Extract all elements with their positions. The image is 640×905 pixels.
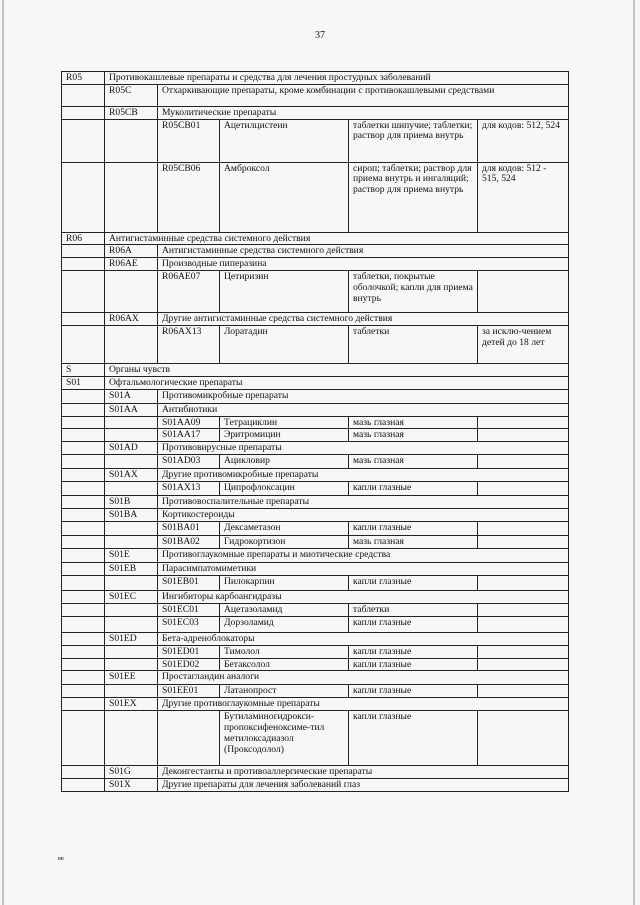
code-level-2-cell: S01AA xyxy=(105,403,158,416)
code-level-2-cell xyxy=(105,645,158,658)
table-row xyxy=(62,363,569,376)
code-level-2-cell xyxy=(105,575,158,590)
table-row xyxy=(62,658,569,671)
dosage-form-cell: таблетки xyxy=(349,603,478,616)
table-row xyxy=(62,698,569,711)
dosage-form-cell: капли глазные xyxy=(349,711,478,766)
table-row xyxy=(62,590,569,603)
table-row xyxy=(62,389,569,403)
dosage-form-cell: таблетки xyxy=(349,325,478,363)
dosage-form-cell: капли глазные xyxy=(349,645,478,658)
code-level-2-cell: S01BA xyxy=(105,508,158,521)
dosage-form-cell: таблетки, покрытые оболочкой; капли для приема внутрь xyxy=(349,270,478,312)
drug-name-cell: Дексаметазон xyxy=(220,521,349,535)
table-row xyxy=(62,645,569,658)
code-level-1-cell xyxy=(62,119,105,162)
code-level-1-cell xyxy=(62,508,105,521)
dosage-form-cell: мазь глазная xyxy=(349,416,478,429)
code-level-1-cell: S xyxy=(62,363,105,376)
atc-code-cell: S01EC03 xyxy=(158,616,220,632)
atc-code-cell: R05CB06 xyxy=(158,162,220,232)
note-cell xyxy=(478,455,569,469)
drug-name-cell: Ацетазоламид xyxy=(220,603,349,616)
code-level-2-cell: S01E xyxy=(105,548,158,562)
dosage-form-cell: таблетки шипучие; таблетки; раствор для приема внутрь xyxy=(349,119,478,162)
group-name-cell: Другие препараты для лечения заболеваний глаз xyxy=(158,779,569,792)
code-level-1-cell: R05 xyxy=(62,72,105,85)
code-level-1-cell xyxy=(62,455,105,469)
code-level-2-cell xyxy=(105,535,158,548)
group-name-cell: Противовирусные препараты xyxy=(158,442,569,455)
table-row xyxy=(62,711,569,766)
table-row xyxy=(62,779,569,792)
table-row xyxy=(62,632,569,645)
note-cell xyxy=(478,481,569,495)
code-level-2-cell xyxy=(105,429,158,442)
code-level-2-cell: S01EC xyxy=(105,590,158,603)
group-name-cell: Противокашлевые препараты и средства для лечения простудных заболеваний xyxy=(105,72,569,85)
table-row xyxy=(62,535,569,548)
atc-code-cell: S01AA09 xyxy=(158,416,220,429)
atc-code-cell: S01EE01 xyxy=(158,685,220,698)
note-cell xyxy=(478,416,569,429)
code-level-2-cell xyxy=(105,616,158,632)
code-level-1-cell xyxy=(62,616,105,632)
table-row xyxy=(62,258,569,271)
code-level-2-cell: S01ED xyxy=(105,632,158,645)
table-row xyxy=(62,325,569,363)
scan-edge-left xyxy=(2,0,4,905)
code-level-1-cell xyxy=(62,495,105,508)
table-row xyxy=(62,575,569,590)
code-level-1-cell xyxy=(62,389,105,403)
table-row xyxy=(62,403,569,416)
code-level-1-cell: R06 xyxy=(62,232,105,245)
note-cell xyxy=(478,616,569,632)
group-name-cell: Ингибиторы карбоангидразы xyxy=(158,590,569,603)
table-row xyxy=(62,562,569,575)
code-level-2-cell xyxy=(105,685,158,698)
atc-code-cell: R06AX13 xyxy=(158,325,220,363)
table-row xyxy=(62,429,569,442)
code-level-2-cell: R05CB xyxy=(105,106,158,119)
table-row xyxy=(62,232,569,245)
drug-name-cell: Бутиламиногидрокси-пропоксифеноксиме-тил метилоксадиазол (Проксодолол) xyxy=(220,711,349,766)
code-level-1-cell xyxy=(62,325,105,363)
code-level-1-cell xyxy=(62,84,105,106)
atc-code-cell: S01BA01 xyxy=(158,521,220,535)
table-row xyxy=(62,685,569,698)
code-level-1-cell: S01 xyxy=(62,376,105,389)
code-level-2-cell: S01EX xyxy=(105,698,158,711)
code-level-1-cell xyxy=(62,590,105,603)
table-row xyxy=(62,162,569,232)
group-name-cell: Органы чувств xyxy=(105,363,569,376)
code-level-1-cell xyxy=(62,521,105,535)
drug-name-cell: Лоратадин xyxy=(220,325,349,363)
code-level-2-cell: S01AD xyxy=(105,442,158,455)
dosage-form-cell: мазь глазная xyxy=(349,455,478,469)
code-level-2-cell xyxy=(105,416,158,429)
code-level-1-cell xyxy=(62,548,105,562)
table-row xyxy=(62,616,569,632)
drug-name-cell: Дорзоламид xyxy=(220,616,349,632)
code-level-1-cell xyxy=(62,766,105,779)
code-level-2-cell: R06A xyxy=(105,245,158,258)
table-row xyxy=(62,495,569,508)
drug-name-cell: Тетрациклин xyxy=(220,416,349,429)
table-row xyxy=(62,376,569,389)
drug-name-cell: Гидрокортизон xyxy=(220,535,349,548)
code-level-1-cell xyxy=(62,711,105,766)
dosage-form-cell: мазь глазная xyxy=(349,429,478,442)
table-row xyxy=(62,481,569,495)
code-level-1-cell xyxy=(62,312,105,325)
code-level-1-cell xyxy=(62,258,105,271)
code-level-2-cell: R06AX xyxy=(105,312,158,325)
code-level-1-cell xyxy=(62,632,105,645)
drug-name-cell: Ципрофлоксацин xyxy=(220,481,349,495)
drug-name-cell: Цетиризин xyxy=(220,270,349,312)
code-level-1-cell xyxy=(62,562,105,575)
note-cell: за исклю-чением детей до 18 лет xyxy=(478,325,569,363)
group-name-cell: Кортикостероиды xyxy=(158,508,569,521)
note-cell xyxy=(478,575,569,590)
group-name-cell: Бета-адреноблокаторы xyxy=(158,632,569,645)
code-level-1-cell xyxy=(62,270,105,312)
group-name-cell: Антибиотики xyxy=(158,403,569,416)
dosage-form-cell: капли глазные xyxy=(349,658,478,671)
atc-code-cell: S01ED02 xyxy=(158,658,220,671)
table-row xyxy=(62,548,569,562)
table-row xyxy=(62,312,569,325)
group-name-cell: Производные пиперазина xyxy=(158,258,569,271)
group-name-cell: Антигистаминные средства системного действия xyxy=(105,232,569,245)
group-name-cell: Отхаркивающие препараты, кроме комбинации с противокашлевыми средствами xyxy=(158,84,569,106)
page-number: 37 xyxy=(315,30,325,41)
code-level-1-cell xyxy=(62,245,105,258)
note-cell: для кодов: 512, 524 xyxy=(478,119,569,162)
code-level-2-cell: S01A xyxy=(105,389,158,403)
atc-code-cell: R05CB01 xyxy=(158,119,220,162)
table-row xyxy=(62,508,569,521)
note-cell xyxy=(478,270,569,312)
code-level-2-cell: R05C xyxy=(105,84,158,106)
dosage-form-cell: капли глазные xyxy=(349,616,478,632)
dosage-form-cell: капли глазные xyxy=(349,685,478,698)
table-row xyxy=(62,245,569,258)
code-level-2-cell: S01B xyxy=(105,495,158,508)
atc-code-cell: S01BA02 xyxy=(158,535,220,548)
code-level-2-cell: S01EE xyxy=(105,671,158,685)
drug-name-cell: Бетаксолол xyxy=(220,658,349,671)
table-row xyxy=(62,106,569,119)
atc-code-cell: S01AA17 xyxy=(158,429,220,442)
code-level-2-cell: S01EB xyxy=(105,562,158,575)
group-name-cell: Противомикробные препараты xyxy=(158,389,569,403)
table-row xyxy=(62,119,569,162)
group-name-cell: Антигистаминные средства системного действия xyxy=(158,245,569,258)
code-level-1-cell xyxy=(62,442,105,455)
code-level-1-cell xyxy=(62,416,105,429)
dosage-form-cell: капли глазные xyxy=(349,481,478,495)
footer-mark: вв xyxy=(58,856,64,862)
code-level-1-cell xyxy=(62,481,105,495)
code-level-2-cell xyxy=(105,162,158,232)
code-level-1-cell xyxy=(62,575,105,590)
note-cell xyxy=(478,603,569,616)
group-name-cell: Другие противомикробные препараты xyxy=(158,469,569,482)
dosage-form-cell: капли глазные xyxy=(349,575,478,590)
atc-code-cell: S01EB01 xyxy=(158,575,220,590)
code-level-1-cell xyxy=(62,162,105,232)
code-level-1-cell xyxy=(62,658,105,671)
table-row xyxy=(62,442,569,455)
code-level-2-cell xyxy=(105,603,158,616)
note-cell: для кодов: 512 - 515, 524 xyxy=(478,162,569,232)
drug-name-cell: Эритромицин xyxy=(220,429,349,442)
note-cell xyxy=(478,521,569,535)
table-row xyxy=(62,469,569,482)
group-name-cell: Противовоспалительные препараты xyxy=(158,495,569,508)
drug-name-cell: Пилокарпин xyxy=(220,575,349,590)
note-cell xyxy=(478,658,569,671)
drug-name-cell: Ацикловир xyxy=(220,455,349,469)
group-name-cell: Деконгестанты и противоаллергические препараты xyxy=(158,766,569,779)
code-level-1-cell xyxy=(62,469,105,482)
atc-code-cell: S01AD03 xyxy=(158,455,220,469)
atc-code-cell: S01AX13 xyxy=(158,481,220,495)
table-row xyxy=(62,416,569,429)
note-cell xyxy=(478,535,569,548)
note-cell xyxy=(478,711,569,766)
code-level-1-cell xyxy=(62,645,105,658)
code-level-2-cell: R06AE xyxy=(105,258,158,271)
group-name-cell: Офтальмологические препараты xyxy=(105,376,569,389)
code-level-2-cell xyxy=(105,481,158,495)
group-name-cell: Другие антигистаминные средства системного действия xyxy=(158,312,569,325)
atc-code-cell xyxy=(158,711,220,766)
table-row xyxy=(62,270,569,312)
dosage-form-cell: мазь глазная xyxy=(349,535,478,548)
code-level-2-cell xyxy=(105,325,158,363)
group-name-cell: Другие противоглаукомные препараты xyxy=(158,698,569,711)
atc-code-cell: S01EC01 xyxy=(158,603,220,616)
code-level-2-cell xyxy=(105,658,158,671)
note-cell xyxy=(478,429,569,442)
code-level-2-cell: S01X xyxy=(105,779,158,792)
drug-name-cell: Амброксол xyxy=(220,162,349,232)
dosage-form-cell: капли глазные xyxy=(349,521,478,535)
code-level-2-cell xyxy=(105,455,158,469)
code-level-1-cell xyxy=(62,429,105,442)
table-row xyxy=(62,455,569,469)
atc-code-cell: S01ED01 xyxy=(158,645,220,658)
drug-name-cell: Тимолол xyxy=(220,645,349,658)
group-name-cell: Простагландин аналоги xyxy=(158,671,569,685)
note-cell xyxy=(478,645,569,658)
code-level-1-cell xyxy=(62,403,105,416)
table-row xyxy=(62,766,569,779)
code-level-2-cell xyxy=(105,119,158,162)
group-name-cell: Парасимпатомиметики xyxy=(158,562,569,575)
code-level-2-cell xyxy=(105,270,158,312)
drug-name-cell: Ацетилцистеин xyxy=(220,119,349,162)
code-level-2-cell: S01AX xyxy=(105,469,158,482)
code-level-1-cell xyxy=(62,535,105,548)
code-level-1-cell xyxy=(62,698,105,711)
group-name-cell: Противоглаукомные препараты и миотические средства xyxy=(158,548,569,562)
group-name-cell: Муколитические препараты xyxy=(158,106,569,119)
drug-name-cell: Латанопрост xyxy=(220,685,349,698)
note-cell xyxy=(478,685,569,698)
code-level-1-cell xyxy=(62,603,105,616)
code-level-1-cell xyxy=(62,671,105,685)
code-level-2-cell xyxy=(105,711,158,766)
table-row xyxy=(62,72,569,85)
code-level-1-cell xyxy=(62,685,105,698)
scan-edge-right xyxy=(633,0,635,905)
table-row xyxy=(62,521,569,535)
code-level-1-cell xyxy=(62,106,105,119)
atc-code-cell: R06AE07 xyxy=(158,270,220,312)
classification-table xyxy=(61,71,569,792)
dosage-form-cell: сироп; таблетки; раствор для приема внутрь и ингаляций; раствор для приема внутрь xyxy=(349,162,478,232)
table-row xyxy=(62,671,569,685)
table-row xyxy=(62,84,569,106)
code-level-2-cell xyxy=(105,521,158,535)
code-level-1-cell xyxy=(62,779,105,792)
table-row xyxy=(62,603,569,616)
code-level-2-cell: S01G xyxy=(105,766,158,779)
